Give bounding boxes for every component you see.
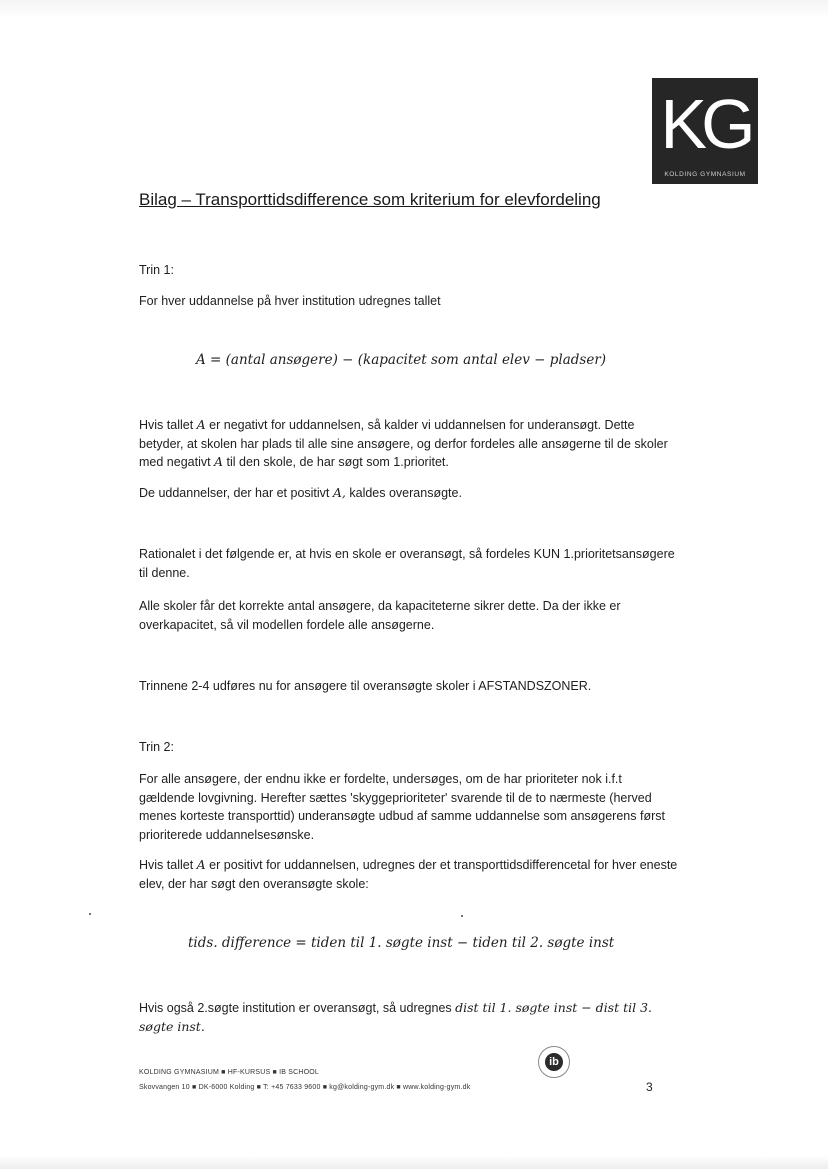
trin1-paragraph-overansoegt: De uddannelser, der har et positivt A, kaldes overansøgte. [139,485,462,500]
page-number: 3 [646,1080,653,1094]
trin1-intro: For hver uddannelse på hver institution udregnes tallet [139,294,441,308]
rationale-paragraph: Rationalet i det følgende er, at hvis en skole er overansøgt, så fordeles KUN 1.prioritetsansøgere til denne. [139,547,675,580]
ib-school-logo [538,1046,570,1078]
scan-speck [461,915,463,917]
trin2-equation: tids. difference = tiden til 1. søgte inst − tiden til 2. søgte inst [188,935,615,951]
trin1-paragraph-underansoegt: Hvis tallet A er negativt for uddannelsen, så kalder vi uddannelsen for underansøgt. Dette betyder, at skolen har plads til alle sine ansøgere, og derfor fordeles alle ansøgerne til de skoler med negativt A til den skole, de har søgt som 1.prioritet. [139,417,668,469]
trin1-equation: A = (antal ansøgere) − (kapacitet som antal elev − pladser) [196,352,607,368]
footer-contact-line: Skovvangen 10 ■ DK-6000 Kolding ■ T: +45 7633 9600 ■ kg@kolding-gym.dk ■ www.kolding-gym.dk [139,1084,471,1091]
trin2-paragraph-positivt: Hvis tallet A er positivt for uddannelsen, udregnes der et transporttidsdifferencetal for hver eneste elev, der har søgt den overansøgte skole: [139,857,678,891]
kolding-gymnasium-logo [652,78,758,184]
trinnene-paragraph: Trinnene 2-4 udføres nu for ansøgere til overansøgte skoler i AFSTANDSZONER. [139,679,592,693]
capacity-paragraph: Alle skoler får det korrekte antal ansøgere, da kapaciteterne sikrer dette. Da der ikke er overkapacitet, så vil modellen fordele alle ansøgerne. [139,599,621,632]
document-title: Bilag – Transporttidsdifference som kriterium for elevfordeling [139,190,601,209]
footer-institution-line: KOLDING GYMNASIUM ■ HF-KURSUS ■ IB SCHOOL [139,1069,320,1076]
trin1-heading: Trin 1: [139,263,174,277]
logo-mark: KG [660,85,750,163]
scan-speck [89,913,91,915]
trin2-paragraph-skyggeprioriteter: For alle ansøgere, der endnu ikke er fordelte, undersøges, om de har prioriteter nok i.f.t gældende lovgivning. Herefter sættes 'skyggeprioriteter' svarende til de to nærmeste (herved menes korteste transporttid) underansøgte udbud af samme uddannelse som ansøgerens først prioriterede uddannelsesønske. [139,772,665,842]
scan-edge-top [0,0,828,18]
scan-edge-bottom [0,1155,828,1169]
trin2-paragraph-dist: Hvis også 2.søgte institution er overansøgt, så udregnes dist til 1. søgte inst − dist til 3. søgte inst. [139,1000,653,1034]
ib-logo-mark: ib [545,1053,563,1071]
trin2-heading: Trin 2: [139,740,174,754]
logo-text: KOLDING GYMNASIUM [664,171,746,178]
